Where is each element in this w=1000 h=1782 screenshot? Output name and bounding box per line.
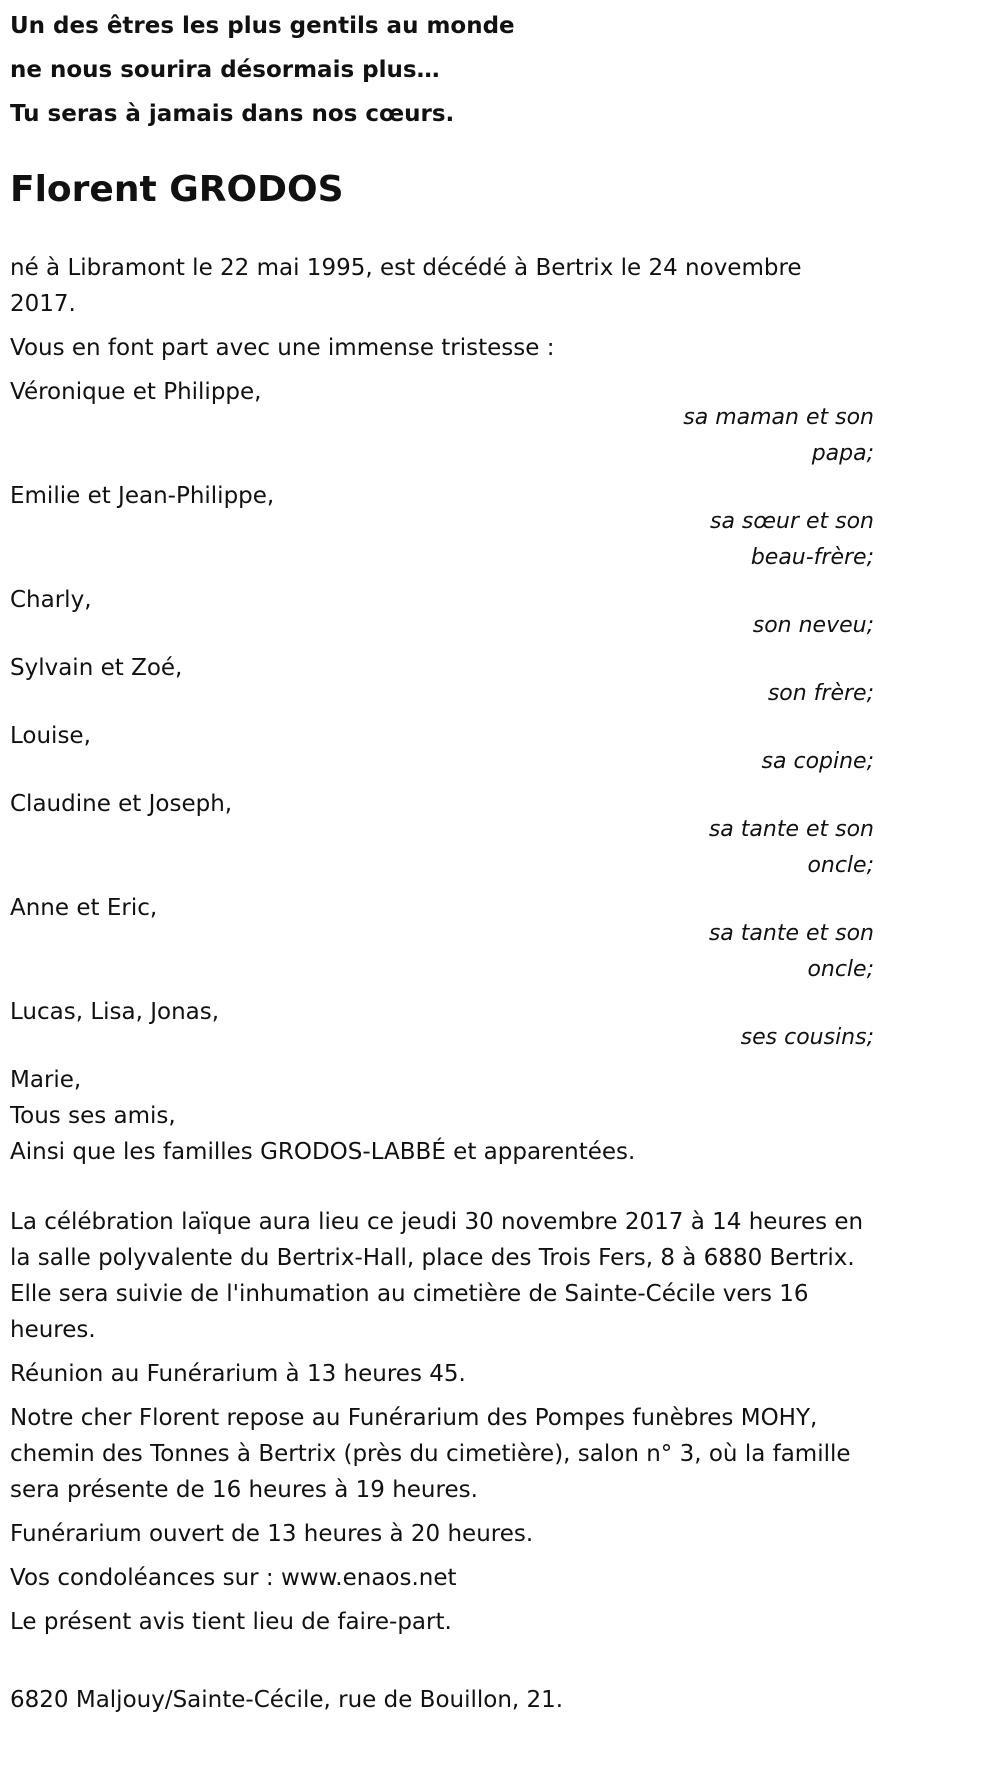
family-relation: sa maman et son papa;	[683, 405, 874, 466]
family-entry	[10, 582, 874, 644]
birth-death-line: né à Libramont le 22 mai 1995, est décédé à Bertrix le 24 novembre 2017.	[10, 255, 802, 317]
family-member-name: Emilie et Jean-Philippe,	[10, 483, 275, 509]
family-extra-line: Tous ses amis,	[10, 1103, 176, 1129]
family-entry	[10, 718, 874, 780]
section-spacer	[10, 1170, 874, 1204]
obituary-page	[0, 4, 1000, 1718]
family-member-name: Anne et Eric,	[10, 895, 158, 921]
family-entry	[10, 650, 874, 712]
family-extra-line: Ainsi que les familles GRODOS-LABBÉ et apparentées.	[10, 1139, 636, 1165]
family-entry	[10, 994, 874, 1056]
family-relation: ses cousins;	[740, 1025, 874, 1050]
family-member-name: Véronique et Philippe,	[10, 379, 262, 405]
family-entry	[10, 374, 874, 472]
address-line: 6820 Maljouy/Sainte-Cécile, rue de Bouillon, 21.	[10, 1687, 564, 1713]
intro-line: ne nous sourira désormais plus…	[10, 57, 440, 83]
family-relation: sa sœur et son beau-frère;	[709, 509, 874, 570]
family-relation: sa tante et son oncle;	[708, 817, 874, 878]
family-entry	[10, 786, 874, 884]
family-list	[10, 374, 874, 1056]
celebration-paragraph: La célébration laïque aura lieu ce jeudi 30 novembre 2017 à 14 heures en la salle polyvalente du Bertrix-Hall, place des Trois Fers, 8 à 6880 Bertrix. Elle sera suivie de l'inhumation au cimetière de Sainte-Cécile vers 16 heures.	[10, 1209, 864, 1343]
family-relation: sa tante et son oncle;	[708, 921, 874, 982]
family-member-name: Claudine et Joseph,	[10, 791, 233, 817]
section-spacer	[10, 1648, 874, 1682]
family-relation: son neveu;	[752, 613, 874, 638]
condolences-line: Vos condoléances sur : www.enaos.net	[10, 1565, 457, 1591]
intro-line: Un des êtres les plus gentils au monde	[10, 13, 515, 39]
family-member-name: Louise,	[10, 723, 91, 749]
intro-verse	[10, 4, 874, 136]
family-member-name: Sylvain et Zoé,	[10, 655, 183, 681]
family-member-name: Lucas, Lisa, Jonas,	[10, 999, 220, 1025]
family-relation: son frère;	[767, 681, 874, 706]
repose-paragraph: Notre cher Florent repose au Funérarium des Pompes funèbres MOHY, chemin des Tonnes à Bertrix (près du cimetière), salon n° 3, où la famille sera présente de 16 heures à 19 heures.	[10, 1405, 851, 1503]
deceased-name: Florent GRODOS	[10, 169, 344, 210]
reunion-paragraph: Réunion au Funérarium à 13 heures 45.	[10, 1361, 466, 1387]
notice-line: Le présent avis tient lieu de faire-part.	[10, 1609, 452, 1635]
family-extra-line: Marie,	[10, 1067, 82, 1093]
obituary-content	[10, 4, 874, 1718]
family-entry	[10, 478, 874, 576]
family-relation: sa copine;	[761, 749, 874, 774]
announcement-line: Vous en font part avec une immense tristesse :	[10, 335, 555, 361]
intro-line: Tu seras à jamais dans nos cœurs.	[10, 101, 455, 127]
funerarium-hours: Funérarium ouvert de 13 heures à 20 heures.	[10, 1521, 534, 1547]
family-entry	[10, 890, 874, 988]
family-member-name: Charly,	[10, 587, 92, 613]
